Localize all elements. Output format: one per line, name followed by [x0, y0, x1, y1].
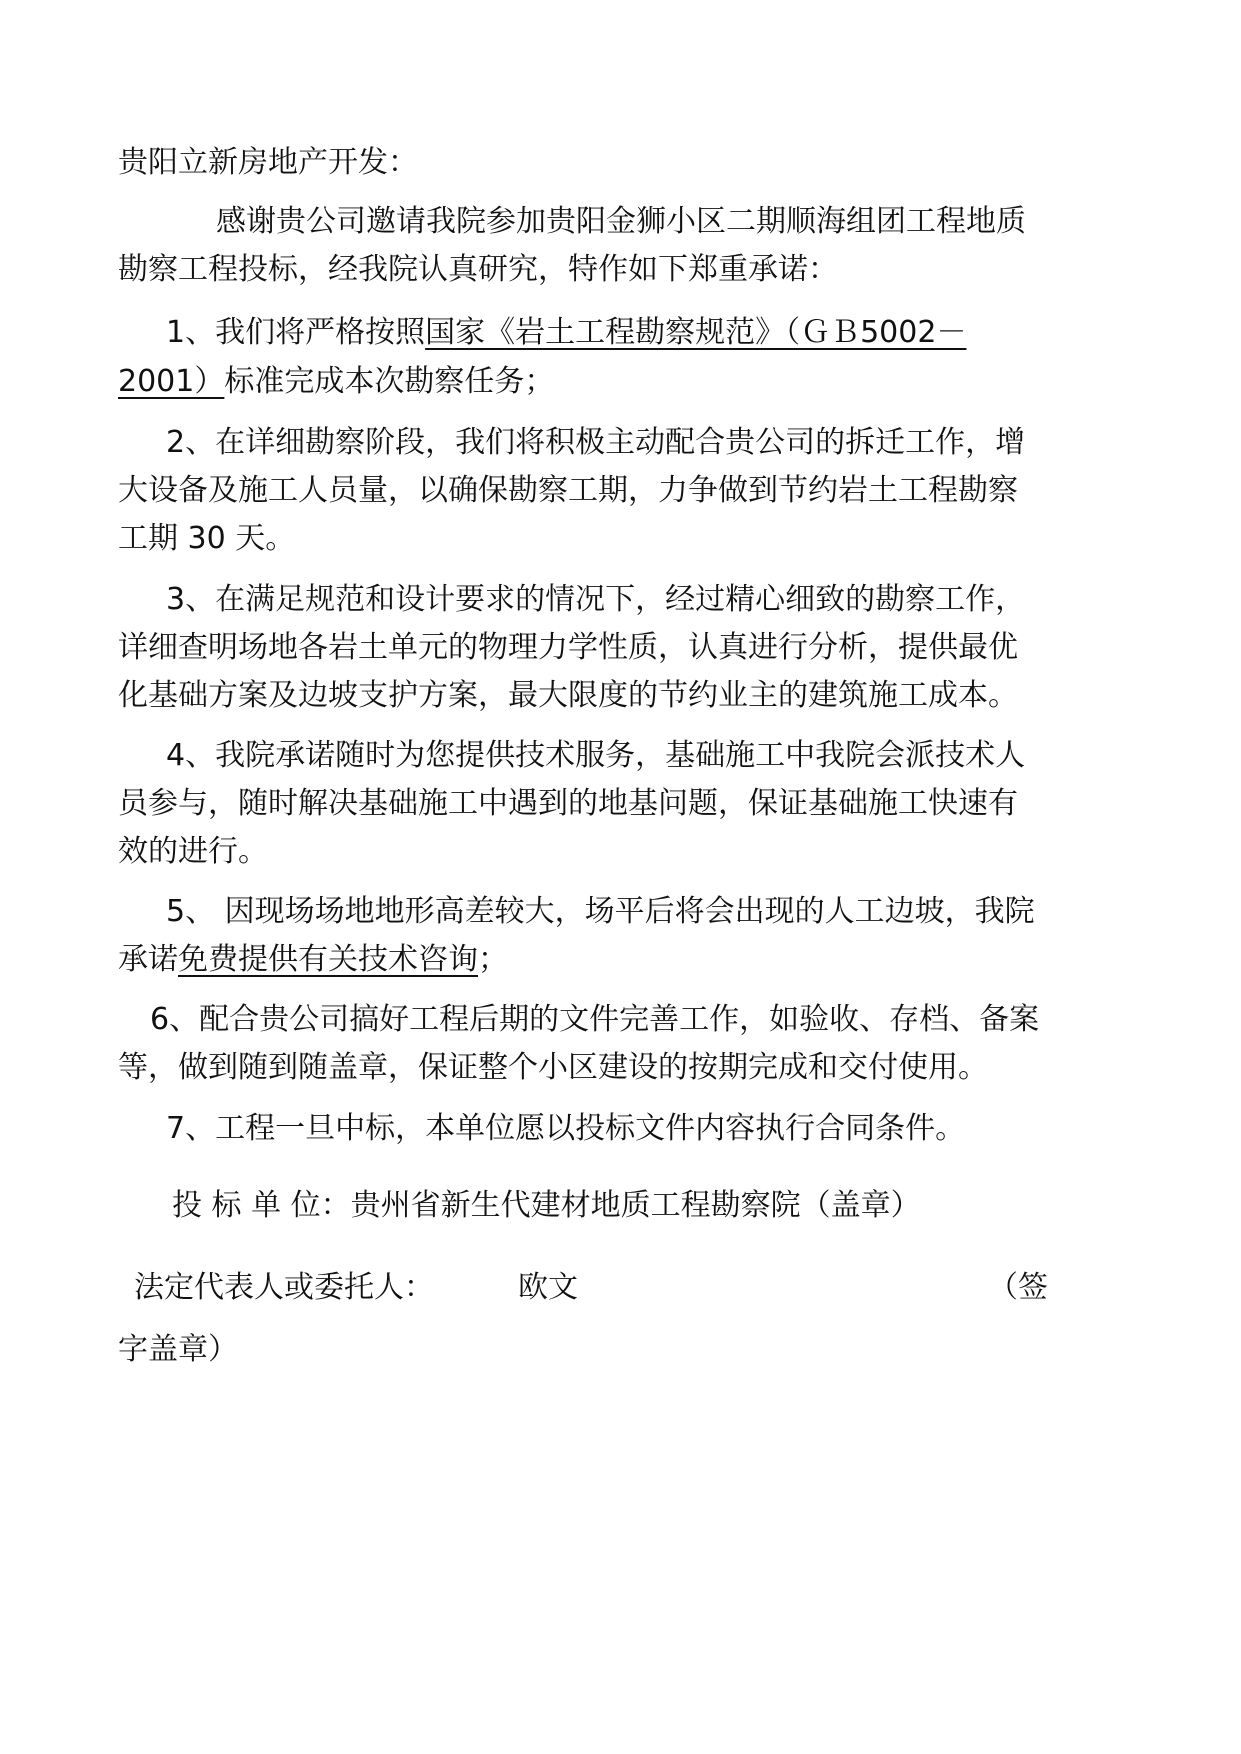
- item-6-line-2: 等，做到随到随盖章，保证整个小区建设的按期完成和交付使用。: [118, 1050, 988, 1085]
- item-6-line-1: 6、配合贵公司搞好工程后期的文件完善工作，如验收、存档、备案: [150, 1002, 1040, 1037]
- item-1-line-1: [166, 313, 966, 353]
- item-4-line-1: 4、我院承诺随时为您提供技术服务，基础施工中我院会派技术人: [166, 738, 1026, 773]
- item-3-line-1: 3、在满足规范和设计要求的情况下，经过精心细致的勘察工作，: [166, 582, 1026, 617]
- item-1-standard-year: 2001）: [118, 364, 225, 399]
- item-1-prefix: 1、我们将严格按照: [166, 315, 426, 350]
- item-5-line-2: [118, 940, 508, 980]
- signature-name: 欧文: [518, 1270, 578, 1305]
- item-1-standard-reference: 国家《岩土工程勘察规范》（ＧＢ5002－: [425, 315, 967, 350]
- item-5-suffix: ；: [478, 942, 508, 977]
- bidder-unit: 投 标 单 位：贵州省新生代建材地质工程勘察院（盖章）: [172, 1188, 921, 1223]
- signature-note-end: 字盖章）: [118, 1332, 238, 1367]
- item-5-prefix: 承诺: [118, 942, 178, 977]
- salutation: 贵阳立新房地产开发：: [118, 145, 418, 180]
- item-1-suffix: 标准完成本次勘察任务；: [224, 364, 555, 399]
- item-2-line-3: 工期 30 天。: [118, 521, 296, 556]
- intro-line-1: 感谢贵公司邀请我院参加贵阳金狮小区二期顺海组团工程地质: [216, 204, 1026, 239]
- item-7-line-1: 7、工程一旦中标，本单位愿以投标文件内容执行合同条件。: [166, 1111, 966, 1146]
- item-3-line-2: 详细查明场地各岩土单元的物理力学性质，认真进行分析，提供最优: [118, 630, 1018, 665]
- item-2-line-2: 大设备及施工人员量，以确保勘察工期，力争做到节约岩土工程勘察: [118, 473, 1018, 508]
- signature-note-start: （签: [988, 1270, 1048, 1305]
- item-2-line-1: 2、在详细勘察阶段，我们将积极主动配合贵公司的拆迁工作，增: [166, 425, 1026, 460]
- item-3-line-3: 化基础方案及边坡支护方案，最大限度的节约业主的建筑施工成本。: [118, 678, 1018, 713]
- item-1-line-2: [118, 362, 554, 402]
- signature-label: 法定代表人或委托人：: [134, 1270, 434, 1305]
- item-5-line-1: 5、 因现场场地地形高差较大，场平后将会出现的人工边坡，我院: [166, 894, 1035, 929]
- item-5-free-consulting: 免费提供有关技术咨询: [178, 942, 478, 977]
- item-4-line-3: 效的进行。: [118, 834, 268, 869]
- intro-line-2: 勘察工程投标，经我院认真研究，特作如下郑重承诺：: [118, 252, 838, 287]
- item-4-line-2: 员参与，随时解决基础施工中遇到的地基问题，保证基础施工快速有: [118, 786, 1018, 821]
